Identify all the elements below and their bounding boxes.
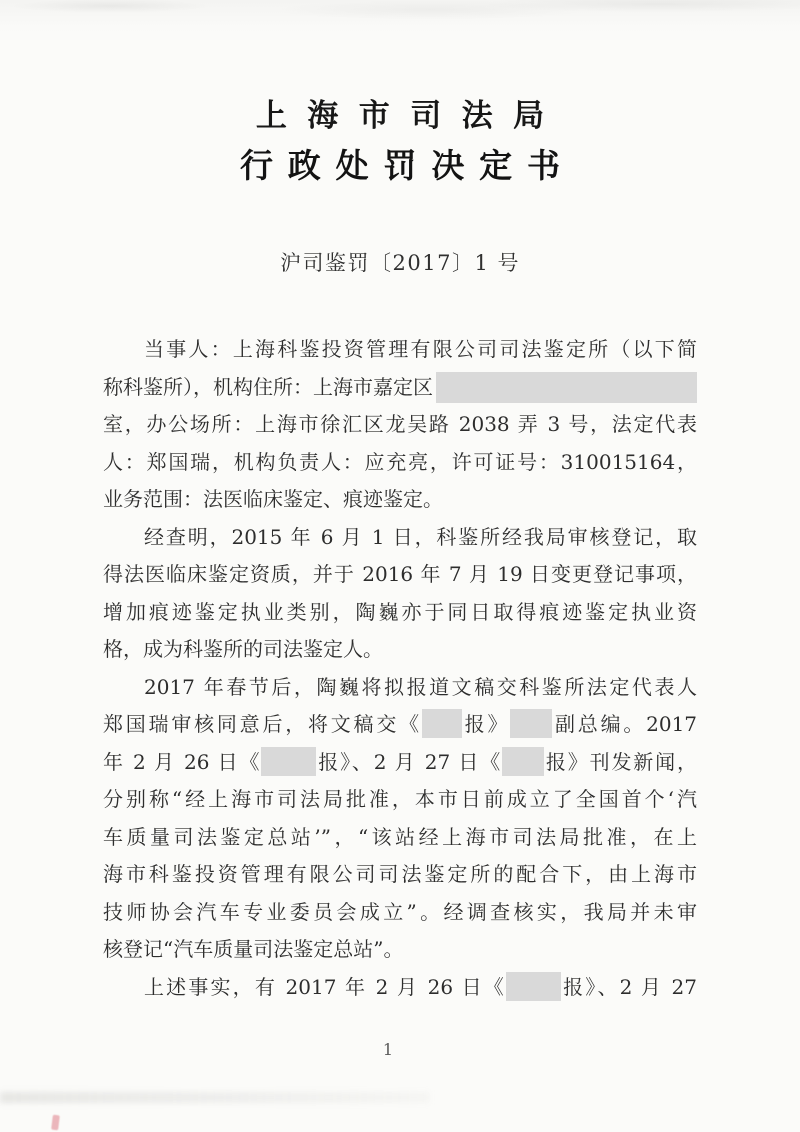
text-line [103, 556, 697, 594]
text-line [103, 406, 697, 444]
text-segment: 增加痕迹鉴定执业类别，陶巍亦于同日取得痕迹鉴定执业资 [103, 599, 697, 624]
text-segment: 当事人：上海科鉴投资管理有限公司司法鉴定所（以下简 [144, 337, 697, 361]
paragraph [103, 969, 697, 1007]
redaction-box [502, 747, 544, 776]
text-line [103, 894, 697, 932]
text-line [103, 331, 697, 369]
text-line [103, 669, 697, 707]
document-number: 沪司鉴罚〔2017〕1 号 [280, 251, 520, 275]
document-title-line2: 行政处罚决定书 [239, 146, 575, 185]
text-segment: 年 2 月 26 日《 [103, 749, 262, 774]
text-line [103, 781, 697, 819]
text-segment: 经查明，2015 年 6 月 1 日，科鉴所经我局审核登记，取 [144, 524, 697, 549]
text-line [103, 594, 697, 632]
redaction-box [261, 747, 316, 776]
text-line [103, 706, 697, 744]
paragraph [103, 331, 697, 519]
text-segment: 报》 [461, 712, 511, 736]
text-line [103, 519, 697, 557]
paragraph [103, 669, 697, 969]
text-line [103, 631, 697, 669]
text-segment: 上述事实，有 2017 年 2 月 26 日《 [144, 974, 506, 999]
text-segment: 郑国瑞审核同意后，将文稿交《 [103, 712, 422, 736]
text-line [103, 369, 697, 407]
text-segment: 报》、2 月 27 日《 [316, 749, 503, 774]
text-segment: 得法医临床鉴定资质，并于 2016 年 7 月 19 日变更登记事项， [103, 562, 697, 586]
document-title-line1: 上海市司法局 [255, 98, 565, 134]
text-segment: 报》、2 月 27 [560, 974, 697, 999]
redaction-box [510, 709, 552, 738]
text-line [103, 444, 697, 482]
document-body [103, 331, 697, 1006]
text-segment: 业务范围：法医临床鉴定、痕迹鉴定。 [103, 487, 443, 511]
page-number: 1 [382, 1040, 394, 1059]
redaction-box [422, 709, 462, 738]
text-segment: 车质量司法鉴定总站’”，“该站经上海市司法局批准，在上 [103, 824, 697, 849]
text-line [103, 819, 697, 857]
text-segment: 室，办公场所：上海市徐汇区龙吴路 2038 弄 3 号，法定代表 [103, 412, 697, 436]
text-segment: 核登记“汽车质量司法鉴定总站”。 [103, 937, 404, 961]
text-segment: 分别称“经上海市司法局批准，本市日前成立了全国首个‘汽 [103, 787, 697, 811]
text-segment: 副总编。2017 [552, 712, 697, 736]
redaction-box [436, 372, 697, 403]
redaction-box [506, 972, 561, 1001]
text-segment: 2017 年春节后，陶巍将拟报道文稿交科鉴所法定代表人 [144, 674, 697, 699]
text-segment: 技师协会汽车专业委员会成立”。经调查核实，我局并未审 [103, 899, 697, 924]
text-line [103, 931, 697, 969]
text-segment: 人：郑国瑞，机构负责人：应充亮，许可证号：310015164， [103, 449, 697, 474]
text-line [103, 969, 697, 1007]
text-line [103, 744, 697, 782]
scan-artifact-pink-mark [51, 1115, 60, 1131]
text-segment: 称科鉴所），机构住所：上海市嘉定区 [103, 374, 433, 399]
text-line [103, 856, 697, 894]
text-line [103, 481, 697, 519]
paragraph [103, 519, 697, 669]
text-segment: 格，成为科鉴所的司法鉴定人。 [103, 637, 383, 661]
text-segment: 报》刊发新闻， [544, 749, 697, 774]
scan-artifact-bottom-streak [0, 1092, 430, 1103]
text-segment: 海市科鉴投资管理有限公司司法鉴定所的配合下，由上海市 [103, 862, 697, 886]
scan-artifact-top-noise [0, 0, 800, 46]
